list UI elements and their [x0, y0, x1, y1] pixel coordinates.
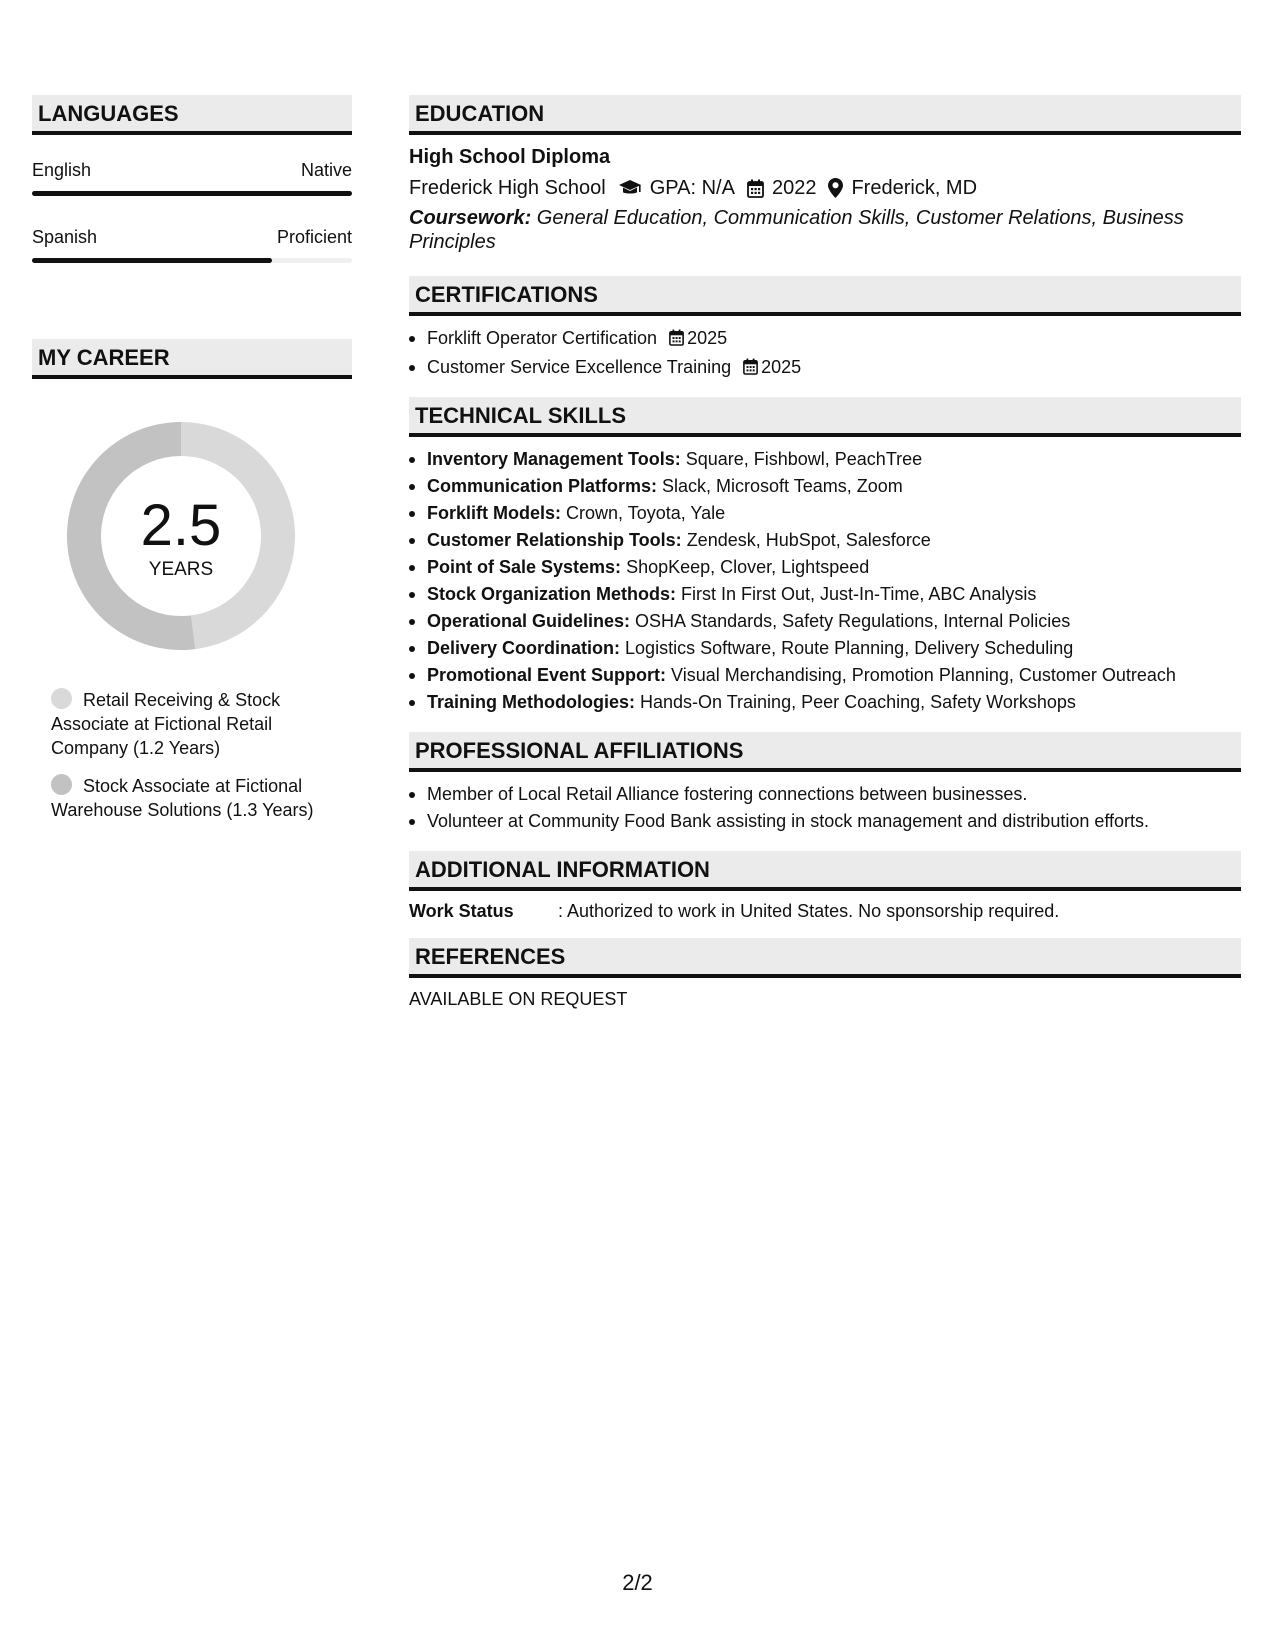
skill-item	[409, 554, 1241, 581]
technical-skills-heading: TECHNICAL SKILLS	[409, 397, 1241, 437]
career-heading: MY CAREER	[32, 339, 352, 379]
language-proficiency-fill	[32, 191, 352, 196]
language-proficiency-fill	[32, 258, 272, 263]
career-item-text: Retail Receiving & Stock Associate at Fictional Retail Company (1.2 Years)	[51, 690, 281, 758]
skill-value: ShopKeep, Clover, Lightspeed	[621, 557, 870, 577]
career-item	[51, 774, 351, 822]
skill-value: Visual Merchandising, Promotion Planning, Customer Outreach	[666, 665, 1176, 685]
skill-item	[409, 689, 1241, 716]
languages-heading: LANGUAGES	[32, 95, 352, 135]
calendar-icon	[747, 179, 764, 198]
skill-value: Hands-On Training, Peer Coaching, Safety Workshops	[635, 692, 1076, 712]
skill-label: Training Methodologies:	[427, 692, 635, 712]
skill-item	[409, 527, 1241, 554]
skill-item	[409, 581, 1241, 608]
certification-name: Customer Service Excellence Training	[427, 357, 732, 377]
career-years-unit: YEARS	[148, 559, 214, 580]
work-status-value: : Authorized to work in United States. No sponsorship required.	[558, 901, 1060, 921]
skill-value: First In First Out, Just-In-Time, ABC Analysis	[676, 584, 1037, 604]
career-donut-chart	[67, 422, 295, 650]
affiliation-item: Member of Local Retail Alliance fostering connections between businesses.	[409, 781, 1241, 808]
language-proficiency-bar	[32, 191, 352, 196]
skill-value: Crown, Toyota, Yale	[561, 503, 726, 523]
education-location: Frederick, MD	[851, 177, 978, 199]
certification-year: 2025	[687, 328, 728, 348]
language-level: Native	[300, 160, 352, 180]
skill-value: Zendesk, HubSpot, Salesforce	[681, 530, 931, 550]
career-list	[51, 688, 351, 822]
certification-name: Forklift Operator Certification	[427, 328, 658, 348]
career-item	[51, 688, 351, 760]
skill-item	[409, 662, 1241, 689]
coursework-label: Coursework:	[409, 207, 532, 229]
language-name: Spanish	[32, 227, 98, 247]
skill-label: Forklift Models:	[427, 503, 561, 523]
additional-info-heading: ADDITIONAL INFORMATION	[409, 851, 1241, 891]
education-gpa: GPA: N/A	[649, 177, 735, 199]
certification-item	[409, 354, 1241, 383]
coursework-text: General Education, Communication Skills, Customer Relations, Business Principles	[409, 207, 1184, 253]
certifications-heading: CERTIFICATIONS	[409, 276, 1241, 316]
sidebar	[32, 95, 352, 836]
language-item	[32, 226, 352, 263]
work-status-row	[409, 899, 1241, 923]
career-item-text: Stock Associate at Fictional Warehouse Solutions (1.3 Years)	[51, 776, 314, 820]
skill-label: Operational Guidelines:	[427, 611, 631, 631]
language-proficiency-bar	[32, 258, 352, 263]
career-legend-dot	[51, 774, 72, 795]
skill-value: Slack, Microsoft Teams, Zoom	[657, 476, 903, 496]
education-degree: High School Diploma	[409, 146, 611, 168]
skill-label: Customer Relationship Tools:	[427, 530, 682, 550]
skill-label: Promotional Event Support:	[427, 665, 667, 685]
references-text: AVAILABLE ON REQUEST	[409, 989, 628, 1009]
skill-item	[409, 635, 1241, 662]
calendar-icon	[669, 327, 684, 354]
map-pin-icon	[828, 178, 843, 198]
certification-year: 2025	[761, 357, 802, 377]
certifications-list	[409, 325, 1241, 383]
main-content	[409, 95, 1241, 1011]
career-legend-dot	[51, 688, 72, 709]
skill-label: Stock Organization Methods:	[427, 584, 677, 604]
language-level: Proficient	[276, 227, 352, 247]
skill-label: Delivery Coordination:	[427, 638, 621, 658]
skill-item	[409, 446, 1241, 473]
graduation-cap-icon	[618, 179, 642, 197]
calendar-icon	[743, 356, 758, 383]
skill-label: Communication Platforms:	[427, 476, 658, 496]
page-number: 2/2	[622, 1570, 653, 1595]
language-item	[32, 159, 352, 196]
education-school: Frederick High School	[409, 177, 606, 199]
skill-label: Point of Sale Systems:	[427, 557, 622, 577]
skill-item	[409, 473, 1241, 500]
skill-label: Inventory Management Tools:	[427, 449, 681, 469]
references-heading: REFERENCES	[409, 938, 1241, 978]
work-status-label: Work Status	[409, 901, 514, 921]
certification-item	[409, 325, 1241, 354]
skill-item	[409, 608, 1241, 635]
language-name: English	[32, 160, 92, 180]
skill-value: Square, Fishbowl, PeachTree	[680, 449, 923, 469]
skill-value: OSHA Standards, Safety Regulations, Internal Policies	[630, 611, 1071, 631]
affiliation-item: Volunteer at Community Food Bank assisting in stock management and distribution efforts.	[409, 808, 1241, 835]
education-entry	[409, 135, 1241, 254]
skill-value: Logistics Software, Route Planning, Delivery Scheduling	[620, 638, 1074, 658]
affiliations-list	[409, 781, 1241, 835]
affiliations-heading: PROFESSIONAL AFFILIATIONS	[409, 732, 1241, 772]
skill-item	[409, 500, 1241, 527]
education-year: 2022	[771, 177, 817, 199]
education-coursework	[409, 206, 1241, 254]
education-heading: EDUCATION	[409, 95, 1241, 135]
career-total-years: 2.5	[140, 493, 222, 558]
technical-skills-list	[409, 446, 1241, 716]
